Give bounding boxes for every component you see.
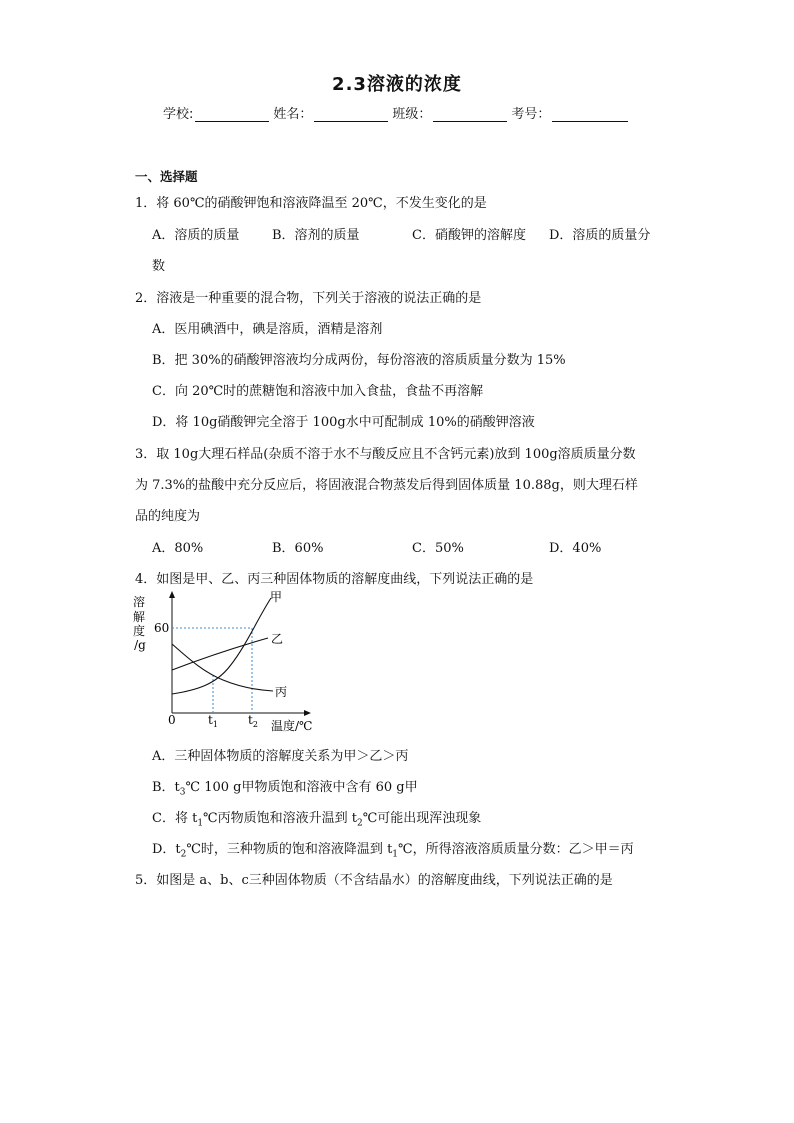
name-label: 姓名：	[273, 107, 313, 122]
question-3-line-3: 品的纯度为	[135, 509, 201, 524]
y-axis-label-1: 溶	[132, 595, 146, 609]
question-4-option-a: A．三种固体物质的溶解度关系为甲＞乙＞丙	[152, 749, 409, 764]
question-4-option-c: C．将 $t_1℃$丙物质饱和溶液升温到 $t_2℃$可能出现浑浊现象	[152, 811, 482, 829]
question-1-option-d-cont: 数	[152, 259, 166, 274]
label-bing: 丙	[275, 685, 288, 699]
x-axis-label: 温度/℃	[271, 719, 313, 733]
question-1-stem: 1．将 60℃的硝酸钾饱和溶液降温至 20℃，不发生变化的是	[135, 196, 487, 211]
question-3-line-1: 3．取 10g大理石样品(杂质不溶于水不与酸反应且不含钙元素)放到 100g溶质质量分数	[135, 447, 636, 462]
y-tick-60: 60	[154, 621, 170, 635]
question-3-line-2: 为 7.3%的盐酸中充分反应后，将固液混合物蒸发后得到固体质量 10.88g，则大理石样	[135, 478, 638, 493]
x-tick-t1: $t_1$	[208, 713, 218, 729]
question-2-option-a: A．医用碘酒中，碘是溶质，酒精是溶剂	[152, 322, 383, 337]
question-4-option-b: B．$t_3℃$ 100 g甲物质饱和溶液中含有 60 g甲	[152, 780, 418, 798]
x-axis-arrow	[304, 710, 311, 716]
page-title: 2.3溶液的浓度	[332, 74, 462, 95]
exam-number-blank[interactable]	[552, 107, 628, 122]
y-axis-label-3: 度	[132, 624, 146, 638]
question-1-option-b: B．溶剂的质量	[272, 228, 360, 243]
question-3-option-b: B．60%	[272, 541, 324, 556]
label-jia: 甲	[270, 590, 283, 604]
question-1-option-d: D．溶质的质量分	[549, 228, 651, 243]
curve-bing	[172, 644, 273, 691]
student-info-row	[163, 103, 632, 122]
question-1-option-c: C．硝酸钾的溶解度	[412, 228, 526, 243]
name-blank[interactable]	[314, 107, 388, 122]
class-label: 班级：	[392, 107, 432, 122]
y-axis-label-2: 解	[132, 610, 146, 624]
question-3-option-a: A．80%	[152, 541, 204, 556]
question-2-option-c: C．向 20℃时的蔗糖饱和溶液中加入食盐，食盐不再溶解	[152, 384, 484, 399]
label-yi: 乙	[271, 632, 284, 646]
exam-number-label: 考号：	[511, 107, 551, 122]
question-4-option-d: D．$t_2℃$时，三种物质的饱和溶液降温到 $t_1℃$，所得溶液溶质质量分数：乙＞甲＝丙	[152, 842, 634, 860]
question-1-option-a: A．溶质的质量	[152, 228, 240, 243]
question-2-stem: 2．溶液是一种重要的混合物，下列关于溶液的说法正确的是	[135, 291, 482, 306]
class-blank[interactable]	[433, 107, 507, 122]
question-2-option-d: D．将 10g硝酸钾完全溶于 100g水中可配制成 10%的硝酸钾溶液	[152, 415, 535, 430]
question-3-option-c: C．50%	[412, 541, 464, 556]
school-label: 学校:	[163, 107, 194, 122]
solubility-curve-diagram	[128, 588, 338, 738]
origin-label: 0	[168, 713, 176, 727]
question-5-stem: 5．如图是 a、b、c三种固体物质（不含结晶水）的溶解度曲线，下列说法正确的是	[135, 873, 613, 888]
question-2-option-b: B．把 30%的硝酸钾溶液均分成两份，每份溶液的溶质质量分数为 15%	[152, 353, 566, 368]
y-axis-label-4: /g	[134, 638, 146, 652]
question-3-option-d: D．40%	[549, 541, 602, 556]
y-axis-arrow	[169, 591, 175, 598]
section-heading: 一、选择题	[135, 169, 198, 184]
school-blank[interactable]	[195, 107, 269, 122]
x-tick-t2: $t_2$	[248, 713, 258, 729]
question-4-stem: 4．如图是甲、乙、丙三种固体物质的溶解度曲线，下列说法正确的是	[135, 572, 534, 587]
curve-yi	[172, 638, 268, 670]
